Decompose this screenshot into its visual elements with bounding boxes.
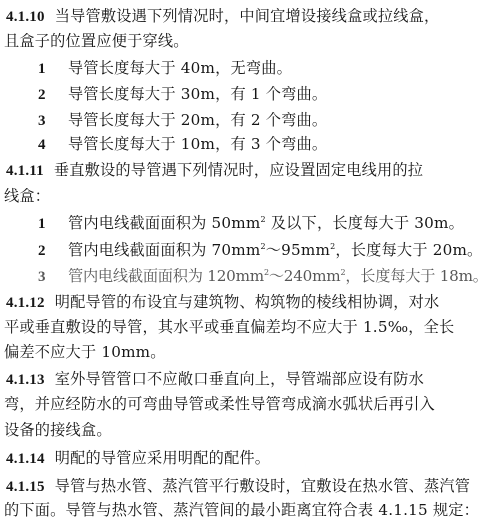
- clause-number: 4.1.11: [6, 163, 44, 179]
- clause-4-1-10-item-2: [38, 84, 327, 105]
- item-text: 管内电线截面面积为 120mm: [68, 267, 264, 285]
- clause-4-1-11-item-1: [38, 213, 464, 234]
- clause-4-1-13-line-3: [4, 420, 112, 440]
- clause-text: 当导管敷设遇下列情况时，中间宜增设接线盒或拉线盒，: [54, 7, 440, 25]
- clause-number: 4.1.10: [6, 9, 45, 25]
- item-text: ，长度每大于 20m。: [335, 241, 483, 259]
- item-text: 导管长度每大于 20m，有 2 个弯曲。: [68, 111, 328, 129]
- clause-text: 的下面。导管与热水管、蒸汽管间的最小距离宜符合表 4.1.15 规定：: [4, 501, 480, 519]
- clause-4-1-10-line-2: [4, 31, 189, 51]
- clause-4-1-10-item-1: [38, 58, 292, 79]
- clause-text: 线盒：: [4, 187, 51, 205]
- clause-4-1-15-line-1: [6, 476, 470, 497]
- clause-4-1-10-line-1: [6, 6, 439, 27]
- clause-4-1-15-line-2: [4, 500, 479, 520]
- item-number: 3: [38, 269, 46, 285]
- clause-text: 设备的接线盒。: [4, 421, 112, 439]
- item-text: 管内电线截面面积为 50mm: [68, 214, 261, 232]
- item-number: 1: [38, 61, 46, 77]
- item-number: 2: [38, 87, 46, 103]
- item-number: 1: [38, 216, 46, 232]
- superscript: 2: [340, 267, 346, 277]
- clause-4-1-12-line-2: [4, 317, 454, 337]
- clause-number: 4.1.12: [6, 295, 45, 311]
- clause-text: 明配的导管应采用明配的配件。: [54, 449, 271, 467]
- clause-text: 且盒子的位置应便于穿线。: [4, 32, 189, 50]
- clause-number: 4.1.14: [6, 451, 45, 467]
- item-text: 导管长度每大于 40m，无弯曲。: [68, 59, 293, 77]
- item-text: 导管长度每大于 30m，有 1 个弯曲。: [68, 85, 328, 103]
- item-text: ～240mm: [268, 267, 341, 285]
- clause-4-1-13-line-1: [6, 369, 424, 390]
- clause-4-1-13-line-2: [4, 394, 435, 414]
- clause-4-1-10-item-3: [38, 110, 327, 131]
- clause-4-1-11-line-1: [6, 160, 423, 181]
- item-text: 及以下，长度每大于 30m。: [265, 214, 465, 232]
- item-text: ～95mm: [265, 241, 331, 259]
- superscript: 2: [260, 214, 266, 224]
- clause-text: 平或垂直敷设的导管，其水平或垂直偏差均不应大于 1.5‰，全长: [4, 318, 455, 336]
- item-text: ，长度每大于 18m。: [345, 267, 488, 285]
- clause-text: 室外导管管口不应敞口垂直向上，导管端部应设有防水: [54, 370, 425, 388]
- superscript: 2: [260, 241, 266, 251]
- clause-text: 垂直敷设的导管遇下列情况时，应设置固定电线用的拉: [53, 161, 424, 179]
- clause-4-1-10-item-4: [38, 134, 327, 155]
- clause-4-1-12-line-3: [4, 342, 166, 362]
- clause-text: 偏差不应大于 10mm。: [4, 343, 166, 361]
- clause-number: 4.1.13: [6, 372, 45, 388]
- clause-4-1-14-line-1: [6, 448, 270, 469]
- clause-4-1-11-item-3: [38, 266, 488, 287]
- superscript: 2: [263, 267, 269, 277]
- item-number: 2: [38, 243, 46, 259]
- clause-4-1-12-line-1: [6, 292, 439, 313]
- item-text: 管内电线截面面积为 70mm: [68, 241, 261, 259]
- clause-4-1-11-line-2: [4, 186, 50, 206]
- superscript: 2: [330, 241, 336, 251]
- clause-text: 明配导管的布设宜与建筑物、构筑物的棱线相协调，对水: [54, 293, 440, 311]
- item-text: 导管长度每大于 10m，有 3 个弯曲。: [68, 135, 328, 153]
- clause-text: 弯，并应经防水的可弯曲导管或柔性导管弯成滴水弧状后再引入: [4, 395, 435, 413]
- clause-4-1-11-item-2: [38, 240, 482, 261]
- clause-number: 4.1.15: [6, 479, 45, 495]
- item-number: 4: [38, 137, 46, 153]
- item-number: 3: [38, 113, 46, 129]
- clause-text: 导管与热水管、蒸汽管平行敷设时，宜敷设在热水管、蒸汽管: [54, 477, 471, 495]
